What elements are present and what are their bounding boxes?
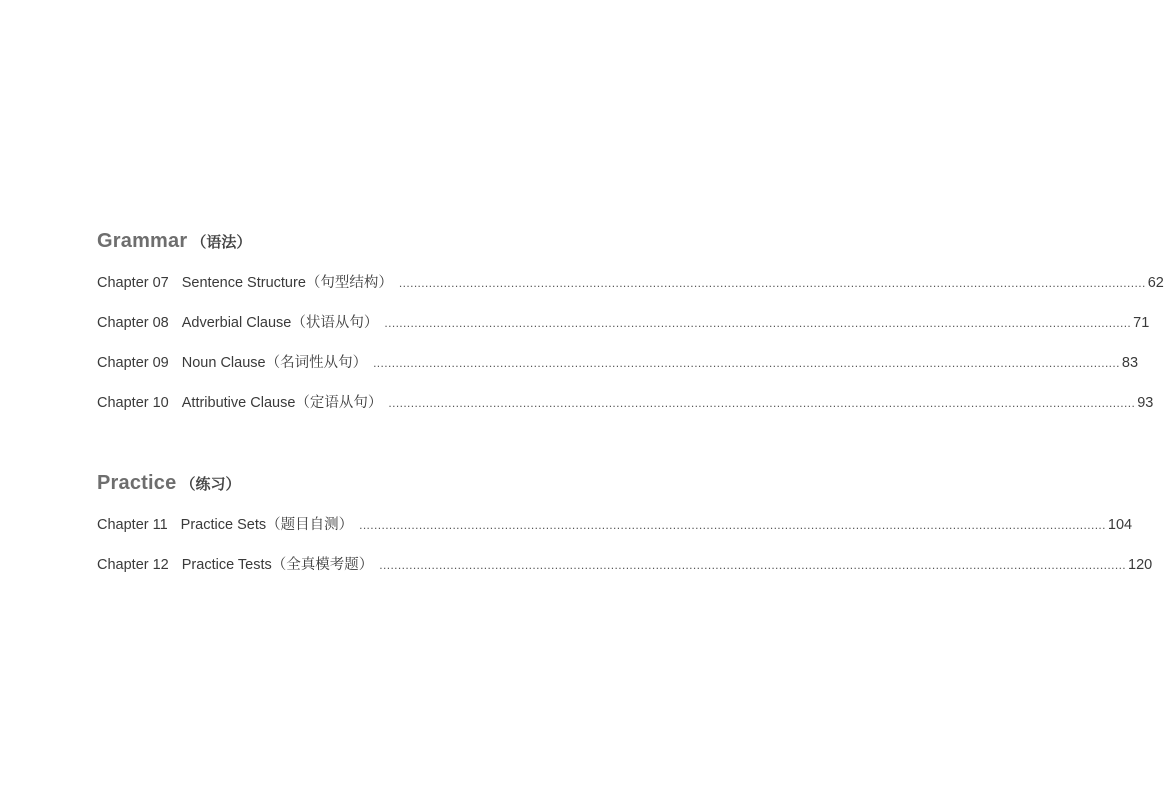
page-number: 120: [1128, 557, 1153, 573]
dot-leader: ........................................................................................................................................................................................................: [384, 316, 1132, 330]
section-title-cn: （练习）: [180, 476, 241, 493]
chapter-title: Adverbial Clause（状语从句）: [181, 315, 379, 331]
page-number: 71: [1133, 315, 1150, 331]
toc-entry-list: [97, 271, 1164, 431]
toc-entry: [97, 513, 1133, 553]
dot-leader: ........................................................................................................................................................................................................: [359, 518, 1106, 532]
page-number: 104: [1107, 517, 1133, 533]
chapter-title: Sentence Structure（句型结构）: [181, 275, 393, 291]
page-number: 62: [1147, 275, 1164, 291]
section-title-en: Practice: [97, 472, 177, 494]
toc-entry-list: [97, 513, 1153, 593]
chapter-number: Chapter 12: [97, 557, 169, 573]
chapter-number: Chapter 08: [97, 315, 169, 331]
dot-leader: ........................................................................................................................................................................................................: [373, 356, 1120, 370]
dot-leader: ........................................................................................................................................................................................................: [388, 396, 1136, 410]
chapter-number: Chapter 09: [97, 355, 169, 371]
chapter-title: Practice Tests（全真模考题）: [181, 557, 374, 573]
chapter-number: Chapter 10: [97, 395, 169, 411]
chapter-title: Practice Sets（题目自测）: [180, 517, 354, 533]
section-heading: [97, 230, 694, 258]
section-heading: [97, 472, 694, 500]
page-number: 93: [1137, 395, 1154, 411]
chapter-number: Chapter 11: [97, 517, 168, 533]
page-number: 83: [1121, 355, 1139, 371]
chapter-number: Chapter 07: [97, 275, 169, 291]
toc-section-grammar: [97, 230, 1164, 431]
toc-entry: [97, 553, 1153, 593]
chapter-title: Attributive Clause（定语从句）: [181, 395, 383, 411]
toc-entry: [97, 271, 1164, 311]
dot-leader: ........................................................................................................................................................................................................: [398, 276, 1146, 290]
section-title-cn: （语法）: [191, 234, 252, 251]
dot-leader: ........................................................................................................................................................................................................: [379, 558, 1127, 572]
section-title-en: Grammar: [97, 230, 188, 252]
toc-entry: [97, 391, 1154, 431]
toc-entry: [97, 311, 1150, 351]
toc-section-practice: [97, 472, 1153, 593]
chapter-title: Noun Clause（名词性从句）: [181, 355, 368, 371]
toc-entry: [97, 351, 1139, 391]
